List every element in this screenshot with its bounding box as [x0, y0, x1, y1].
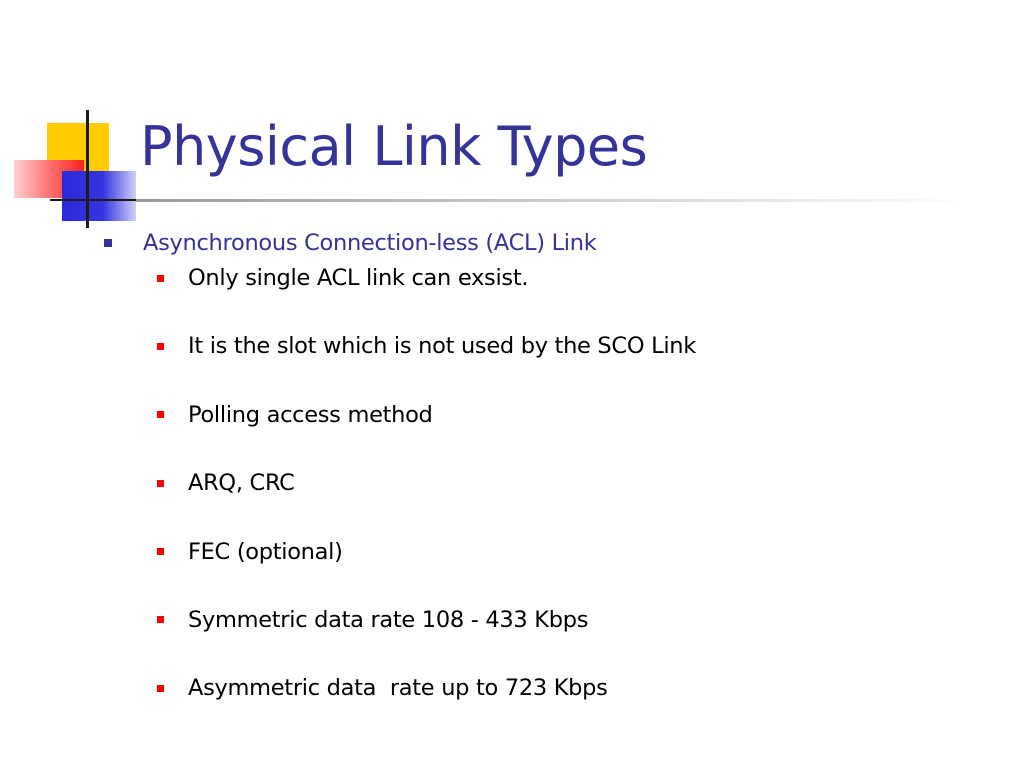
title-underline: [136, 199, 976, 202]
sub-bullet-text: ARQ, CRC: [188, 470, 295, 497]
square-bullet-icon: [157, 480, 164, 487]
sub-bullet-list: [157, 263, 696, 742]
sub-bullet-item: [157, 263, 696, 293]
logo-blue-bar: [62, 171, 136, 221]
square-bullet-icon: [157, 275, 164, 282]
sub-bullet-item: [157, 468, 696, 498]
sub-bullet-item: [157, 605, 696, 635]
sub-bullet-text: Only single ACL link can exsist.: [188, 265, 529, 291]
sub-bullet-item: [157, 400, 696, 430]
sub-bullet-text: It is the slot which is not used by the SCO Link: [188, 333, 696, 360]
sub-bullet-item: [157, 331, 696, 361]
sub-bullet-text: Symmetric data rate 108 - 433 Kbps: [188, 606, 589, 633]
square-bullet-icon: [104, 239, 112, 247]
bullet-text: Asynchronous Connection-less (ACL) Link: [143, 230, 597, 256]
sub-bullet-text: Asymmetric data rate up to 723 Kbps: [188, 675, 608, 702]
slide-title: Physical Link Types: [140, 115, 648, 178]
sub-bullet-text: Polling access method: [188, 401, 433, 428]
sub-bullet-item: [157, 537, 696, 567]
bullet-item-acl: [104, 228, 596, 258]
square-bullet-icon: [157, 343, 164, 350]
logo-vertical-line: [86, 110, 89, 228]
square-bullet-icon: [157, 411, 164, 418]
logo-horizontal-line: [50, 199, 142, 201]
sub-bullet-item: [157, 673, 696, 703]
square-bullet-icon: [157, 616, 164, 623]
sub-bullet-text: FEC (optional): [188, 538, 343, 565]
square-bullet-icon: [157, 548, 164, 555]
square-bullet-icon: [157, 685, 164, 692]
